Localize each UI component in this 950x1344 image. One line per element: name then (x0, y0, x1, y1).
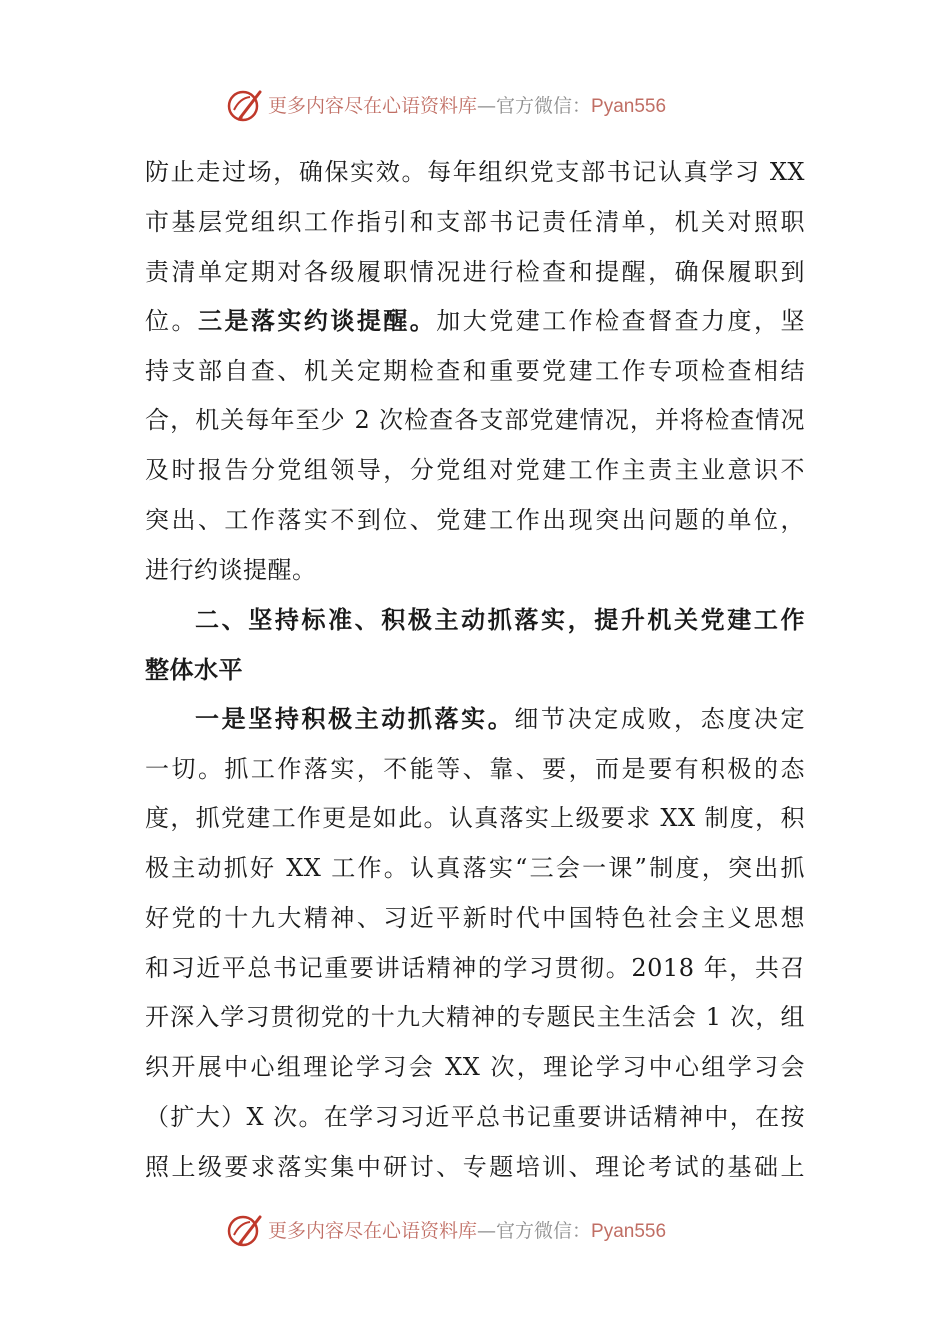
banner-official: —官方微信： (477, 95, 592, 117)
body-line: 极主动抓好 XX 工作。认真落实“三会一课”制度，突出抓 (145, 854, 805, 882)
body-line: 合，机关每年至少 2 次检查各支部党建情况，并将检查情况 (145, 406, 805, 434)
bold-lead-phrase: 三是落实约谈提醒。 (197, 307, 437, 335)
body-line: 责清单定期对各级履职情况进行检查和提醒，确保履职到 (145, 258, 805, 286)
footer-banner (0, 1211, 950, 1251)
body-line: 市基层党组织工作指引和支部书记责任清单，机关对照职 (145, 208, 805, 236)
body-line: 好党的十九大精神、习近平新时代中国特色社会主义思想 (145, 904, 805, 932)
body-line (195, 694, 805, 744)
banner-brand: 更多内容尽在心语资料库 (268, 1220, 478, 1242)
body-line: 及时报告分党组领导，分党组对党建工作主责主业意识不 (145, 456, 805, 484)
banner-wechat-id: Pyan556 (591, 96, 667, 117)
body-line: 开深入学习贯彻党的十九大精神的专题民主生活会 1 次，组 (145, 1003, 805, 1031)
body-line: 进行约谈提醒。 (145, 556, 317, 584)
banner-official: —官方微信： (477, 1220, 592, 1242)
header-banner (0, 86, 950, 126)
body-line: 突出、工作落实不到位、党建工作出现突出问题的单位， (145, 506, 805, 534)
banner-text (268, 1219, 666, 1244)
body-line: 织开展中心组理论学习会 XX 次，理论学习中心组学习会 (145, 1053, 805, 1081)
banner-brand: 更多内容尽在心语资料库 (268, 95, 478, 117)
pen-logo-icon (226, 1213, 264, 1249)
body-text: 加大党建工作检查督查力度，坚 (436, 307, 805, 335)
body-text: 位。 (145, 307, 198, 335)
body-line: 持支部自查、机关定期检查和重要党建工作专项检查相结 (145, 357, 805, 385)
banner-text (268, 94, 666, 119)
body-line: 防止走过场，确保实效。每年组织党支部书记认真学习 XX (145, 158, 805, 186)
body-line: （扩大）X 次。在学习习近平总书记重要讲话精神中，在按 (145, 1103, 805, 1131)
body-line: 照上级要求落实集中研讨、专题培训、理论考试的基础上 (145, 1153, 805, 1181)
body-text: 细节决定成败，态度决定 (514, 705, 805, 733)
bold-lead-phrase: 一是坚持积极主动抓落实。 (195, 705, 515, 733)
section-heading: 二、坚持标准、积极主动抓落实，提升机关党建工作 (195, 606, 805, 634)
pen-logo-icon (226, 88, 264, 124)
section-heading-cont: 整体水平 (145, 656, 243, 684)
body-line: 度，抓党建工作更是如此。认真落实上级要求 XX 制度，积 (145, 804, 805, 832)
body-line: 一切。抓工作落实，不能等、靠、要，而是要有积极的态 (145, 755, 805, 783)
banner-wechat-id: Pyan556 (591, 1221, 667, 1242)
body-line (145, 296, 805, 346)
body-line: 和习近平总书记重要讲话精神的学习贯彻。2018 年，共召 (145, 954, 805, 982)
